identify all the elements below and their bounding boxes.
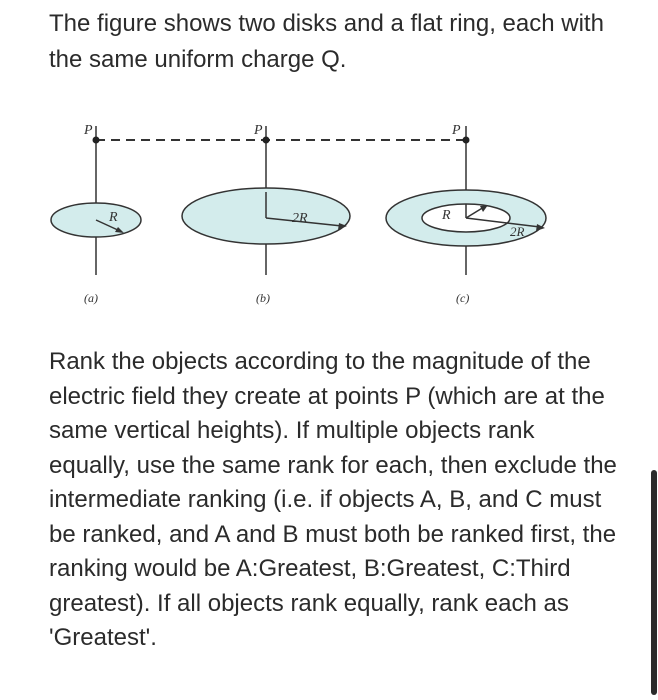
ring-c-point-label: P bbox=[452, 123, 461, 138]
ring-c bbox=[386, 123, 546, 305]
disk-a-caption: (a) bbox=[84, 291, 98, 305]
disk-a bbox=[51, 123, 141, 305]
ring-c-point-p bbox=[463, 137, 470, 144]
intro-text: The figure shows two disks and a flat ring, each with the same uniform charge Q. bbox=[49, 10, 604, 73]
disk-b bbox=[182, 123, 350, 305]
disk-b-point-label: P bbox=[254, 123, 263, 138]
disk-b-point-p bbox=[263, 137, 270, 144]
charged-disks-figure bbox=[0, 100, 658, 330]
ring-c-inner-radius-label: R bbox=[442, 208, 451, 223]
question-text: Rank the objects according to the magnitude of the electric field they create at points P (which are at the same vertical heights). If multiple objects rank equally, use the same rank for each, then exclude the intermediate ranking (i.e. if objects A, B, and C must be ranked, and A and B must both be ranked first, the ranking would be A:Greatest, B:Greatest, C:Third greatest). If all objects rank equally, rank each as 'Greatest'. bbox=[49, 348, 617, 651]
disk-b-caption: (b) bbox=[256, 291, 270, 305]
disk-b-radius-label: 2R bbox=[292, 211, 308, 226]
disk-a-point-p bbox=[93, 137, 100, 144]
ring-c-outer-radius-label: 2R bbox=[510, 224, 525, 239]
disk-a-point-label: P bbox=[84, 123, 93, 138]
disk-a-radius-label: R bbox=[109, 210, 118, 225]
vertical-scrollbar[interactable] bbox=[651, 470, 657, 695]
ring-c-caption: (c) bbox=[456, 291, 470, 305]
